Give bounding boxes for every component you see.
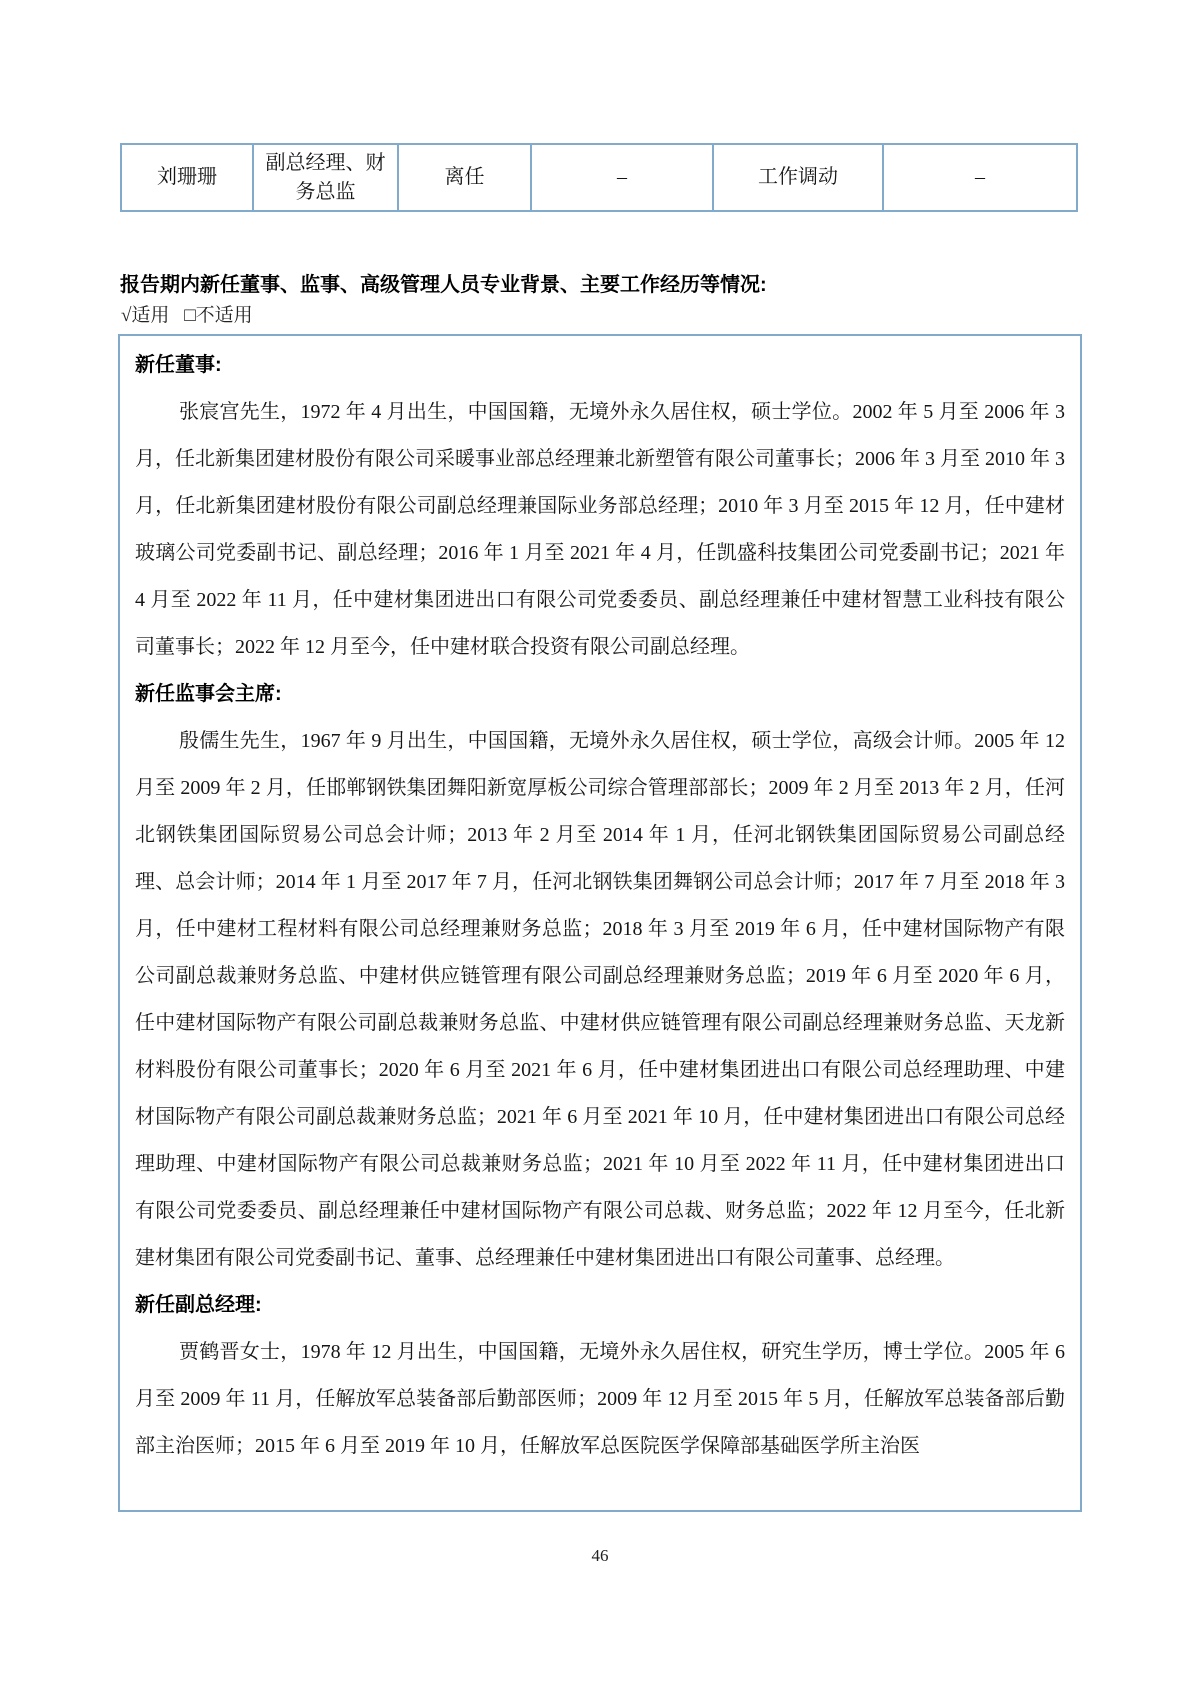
cell-change-reason: 工作调动 <box>713 144 883 211</box>
applicable-option: √适用 <box>121 305 170 326</box>
section-heading: 报告期内新任董事、监事、高级管理人员专业背景、主要工作经历等情况: <box>120 274 767 296</box>
page-number: 46 <box>591 1546 609 1565</box>
block-title-new-deputy-gm: 新任副总经理: <box>135 1294 262 1316</box>
cell-person-name: 刘珊珊 <box>121 144 253 211</box>
block-title-new-supervisory-chairman: 新任监事会主席: <box>135 683 282 705</box>
biography-paragraph-new-director: 张宸宫先生，1972 年 4 月出生，中国国籍，无境外永久居住权，硕士学位。2002 年 5 月至 2006 年 3 月，任北新集团建材股份有限公司采暖事业部总经理兼北新塑管有限公司董事长；2006 年 3 月至 2010 年 3 月，任北新集团建材股份有限公司副总经理兼国际业务部总经理；2010 年 3 月至 2015 年 12 月，任中建材玻璃公司党委副书记、副总经理；2016 年 1 月至 2021 年 4 月，任凯盛科技集团公司党委副书记；2021 年 4 月至 2022 年 11 月，任中建材集团进出口有限公司党委委员、副总经理兼任中建材智慧工业科技有限公司董事长；2022 年 12 月至今，任中建材联合投资有限公司副总经理。 <box>135 401 1065 658</box>
not-applicable-option: □不适用 <box>184 305 253 326</box>
cell-empty-dash-2: – <box>883 144 1077 211</box>
biography-paragraph-new-supervisory-chairman: 殷儒生先生，1967 年 9 月出生，中国国籍，无境外永久居住权，硕士学位，高级会计师。2005 年 12 月至 2009 年 2 月，任邯郸钢铁集团舞阳新宽厚板公司综合管理部部长；2009 年 2 月至 2013 年 2 月，任河北钢铁集团国际贸易公司总会计师；2013 年 2 月至 2014 年 1 月，任河北钢铁集团国际贸易公司副总经理、总会计师；2014 年 1 月至 2017 年 7 月，任河北钢铁集团舞钢公司总会计师；2017 年 7 月至 2018 年 3 月，任中建材工程材料有限公司总经理兼财务总监；2018 年 3 月至 2019 年 6 月，任中建材国际物产有限公司副总裁兼财务总监、中建材供应链管理有限公司副总经理兼财务总监；2019 年 6 月至 2020 年 6 月，任中建材国际物产有限公司副总裁兼财务总监、中建材供应链管理有限公司副总经理兼财务总监、天龙新材料股份有限公司董事长；2020 年 6 月至 2021 年 6 月，任中建材集团进出口有限公司总经理助理、中建材国际物产有限公司副总裁兼财务总监；2021 年 6 月至 2021 年 10 月，任中建材集团进出口有限公司总经理助理、中建材国际物产有限公司总裁兼财务总监；2021 年 10 月至 2022 年 11 月，任中建材集团进出口有限公司党委委员、副总经理兼任中建材国际物产有限公司总裁、财务总监；2022 年 12 月至今，任北新建材集团有限公司党委副书记、董事、总经理兼任中建材集团进出口有限公司董事、总经理。 <box>135 730 1065 1269</box>
table-row <box>121 144 1077 211</box>
applicability-line <box>121 302 263 330</box>
block-title-new-director: 新任董事: <box>135 354 222 376</box>
cell-empty-dash-1: – <box>531 144 713 211</box>
management-change-table <box>120 143 1078 212</box>
biography-box <box>118 334 1082 1512</box>
cell-position: 副总经理、财务总监 <box>253 144 398 211</box>
cell-change-type: 离任 <box>398 144 531 211</box>
biography-paragraph-new-deputy-gm: 贾鹤晋女士，1978 年 12 月出生，中国国籍，无境外永久居住权，研究生学历，博士学位。2005 年 6 月至 2009 年 11 月，任解放军总装备部后勤部医师；2009 年 12 月至 2015 年 5 月，任解放军总装备部后勤部主治医师；2015 年 6 月至 2019 年 10 月，任解放军总医院医学保障部基础医学所主治医 <box>135 1341 1065 1457</box>
